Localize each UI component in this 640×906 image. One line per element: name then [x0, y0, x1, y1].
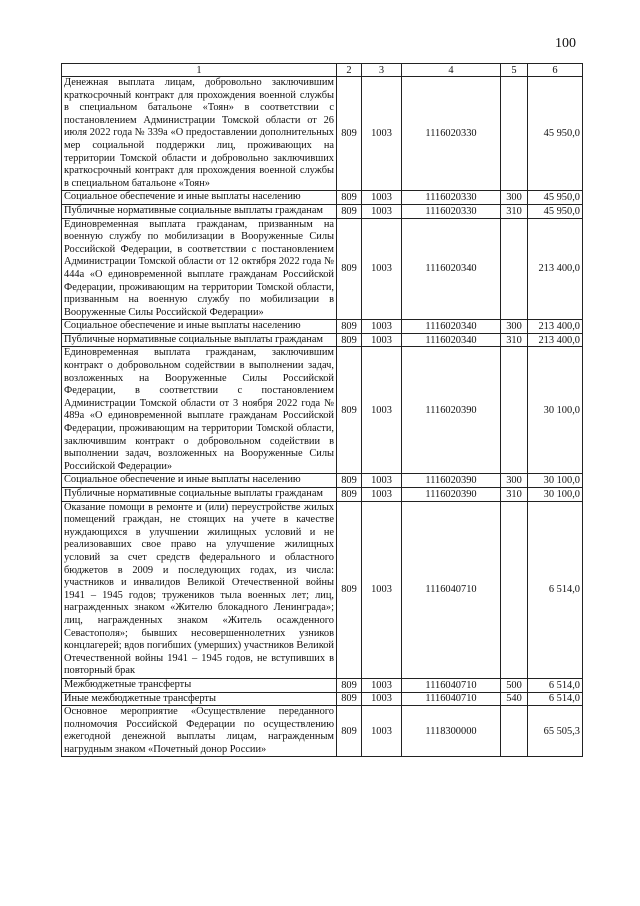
row-amount: 45 950,0 — [528, 204, 583, 218]
table-row — [62, 501, 583, 678]
row-name: Публичные нормативные социальные выплаты гражданам — [62, 204, 337, 218]
row-amount: 30 100,0 — [528, 474, 583, 488]
budget-table — [61, 63, 583, 757]
row-name: Социальное обеспечение и иные выплаты населению — [62, 474, 337, 488]
row-name: Публичные нормативные социальные выплаты гражданам — [62, 333, 337, 347]
row-expense-type — [501, 706, 528, 757]
row-target-code: 1116020330 — [402, 77, 501, 191]
row-amount: 65 505,3 — [528, 706, 583, 757]
row-ministry-code: 809 — [337, 501, 362, 678]
table-row — [62, 191, 583, 205]
row-section-code: 1003 — [362, 488, 402, 502]
row-target-code: 1116020340 — [402, 218, 501, 320]
row-amount: 213 400,0 — [528, 218, 583, 320]
header-col-4: 4 — [402, 64, 501, 77]
row-section-code: 1003 — [362, 320, 402, 334]
row-expense-type: 300 — [501, 191, 528, 205]
row-amount: 6 514,0 — [528, 692, 583, 706]
row-section-code: 1003 — [362, 706, 402, 757]
row-target-code: 1116020390 — [402, 474, 501, 488]
row-expense-type: 300 — [501, 474, 528, 488]
header-col-3: 3 — [362, 64, 402, 77]
row-ministry-code: 809 — [337, 218, 362, 320]
row-name: Социальное обеспечение и иные выплаты населению — [62, 320, 337, 334]
table-header-row — [62, 64, 583, 77]
row-name: Межбюджетные трансферты — [62, 678, 337, 692]
row-target-code: 1116020340 — [402, 320, 501, 334]
row-expense-type: 310 — [501, 204, 528, 218]
row-amount: 213 400,0 — [528, 333, 583, 347]
row-expense-type — [501, 77, 528, 191]
page-number: 100 — [555, 36, 576, 51]
row-amount: 45 950,0 — [528, 77, 583, 191]
table-row — [62, 218, 583, 320]
row-name: Публичные нормативные социальные выплаты гражданам — [62, 488, 337, 502]
header-col-6: 6 — [528, 64, 583, 77]
row-expense-type: 310 — [501, 333, 528, 347]
row-section-code: 1003 — [362, 204, 402, 218]
row-expense-type — [501, 218, 528, 320]
row-expense-type — [501, 501, 528, 678]
row-amount: 213 400,0 — [528, 320, 583, 334]
row-name: Единовременная выплата гражданам, призванным на военную службу по мобилизации в Вооруженные Силы Российской Федерации, в соответствии с постановлением Администрации Томской области от 12 октября 2022 года № 444а «О единовременной выплате гражданам Российской Федерации, проживающим на территории Томской области, призванным на военную службу по мобилизации в Вооруженные Силы Российской Федерации» — [62, 218, 337, 320]
row-name: Иные межбюджетные трансферты — [62, 692, 337, 706]
row-amount: 30 100,0 — [528, 488, 583, 502]
row-target-code: 1116020390 — [402, 347, 501, 474]
row-ministry-code: 809 — [337, 204, 362, 218]
row-target-code: 1116040710 — [402, 678, 501, 692]
row-amount: 6 514,0 — [528, 501, 583, 678]
header-col-2: 2 — [337, 64, 362, 77]
table-row — [62, 204, 583, 218]
row-ministry-code: 809 — [337, 77, 362, 191]
row-expense-type: 300 — [501, 320, 528, 334]
row-target-code: 1116020390 — [402, 488, 501, 502]
row-section-code: 1003 — [362, 333, 402, 347]
row-section-code: 1003 — [362, 678, 402, 692]
row-section-code: 1003 — [362, 692, 402, 706]
row-expense-type: 310 — [501, 488, 528, 502]
row-amount: 6 514,0 — [528, 678, 583, 692]
row-ministry-code: 809 — [337, 333, 362, 347]
row-section-code: 1003 — [362, 501, 402, 678]
table-row — [62, 77, 583, 191]
row-ministry-code: 809 — [337, 692, 362, 706]
row-expense-type — [501, 347, 528, 474]
row-target-code: 1116020330 — [402, 204, 501, 218]
row-name: Социальное обеспечение и иные выплаты населению — [62, 191, 337, 205]
row-name: Основное мероприятие «Осуществление переданного полномочия Российской Федерации по осуществлению ежегодной денежной выплаты лицам, награжденным нагрудным знаком «Почетный донор России» — [62, 706, 337, 757]
row-ministry-code: 809 — [337, 706, 362, 757]
table-row — [62, 678, 583, 692]
row-ministry-code: 809 — [337, 347, 362, 474]
header-col-1: 1 — [62, 64, 337, 77]
row-section-code: 1003 — [362, 347, 402, 474]
table-row — [62, 488, 583, 502]
row-ministry-code: 809 — [337, 474, 362, 488]
row-expense-type: 500 — [501, 678, 528, 692]
row-amount: 45 950,0 — [528, 191, 583, 205]
row-target-code: 1116020330 — [402, 191, 501, 205]
row-amount: 30 100,0 — [528, 347, 583, 474]
row-expense-type: 540 — [501, 692, 528, 706]
row-target-code: 1116040710 — [402, 692, 501, 706]
row-name: Единовременная выплата гражданам, заключившим контракт о добровольном содействии в выполнении задач, возложенных на Вооруженные Силы Российской Федерации, в соответствии с постановлением Администрации Томской области от 3 ноября 2022 года № 489а «О единовременной выплате гражданам Российской Федерации, проживающим на территории Томской области, заключившим контракт о добровольном содействии в выполнении задач, возложенных на Вооруженные Силы Российской Федерации» — [62, 347, 337, 474]
table-row — [62, 333, 583, 347]
row-ministry-code: 809 — [337, 488, 362, 502]
table-row — [62, 347, 583, 474]
header-col-5: 5 — [501, 64, 528, 77]
table-row — [62, 692, 583, 706]
table-row — [62, 706, 583, 757]
row-section-code: 1003 — [362, 77, 402, 191]
row-name: Оказание помощи в ремонте и (или) переустройстве жилых помещений граждан, не стоящих на учете в качестве нуждающихся в улучшении жилищных условий и не реализовавших свое право на улучшение жилищных условий за счет средств федерального и областного бюджетов в 2009 и последующих годах, из числа: участников и инвалидов Великой Отечественной войны 1941 – 1945 годов; тружеников тыла военных лет; лиц, награжденных знаком «Жителю блокадного Ленинграда»; лиц, награжденных знаком «Житель осажденного Севастополя»; бывших несовершеннолетних узников концлагерей; вдов погибших (умерших) участников Великой Отечественной войны 1941 – 1945 годов, не вступивших в повторный брак — [62, 501, 337, 678]
row-section-code: 1003 — [362, 474, 402, 488]
row-target-code: 1118300000 — [402, 706, 501, 757]
table-row — [62, 320, 583, 334]
table-row — [62, 474, 583, 488]
row-target-code: 1116020340 — [402, 333, 501, 347]
row-target-code: 1116040710 — [402, 501, 501, 678]
row-section-code: 1003 — [362, 218, 402, 320]
row-name: Денежная выплата лицам, добровольно заключившим краткосрочный контракт для прохождения военной службы в специальном батальоне «Тоян» в соответствии с постановлением Администрации Томской области от 26 июля 2022 года № 339а «О предоставлении дополнительных мер социальной поддержки лиц, проживающих на территории Томской области и добровольно заключивших краткосрочный контракт для прохождения военной службы в специальном батальоне «Тоян» — [62, 77, 337, 191]
row-ministry-code: 809 — [337, 191, 362, 205]
row-section-code: 1003 — [362, 191, 402, 205]
row-ministry-code: 809 — [337, 678, 362, 692]
row-ministry-code: 809 — [337, 320, 362, 334]
